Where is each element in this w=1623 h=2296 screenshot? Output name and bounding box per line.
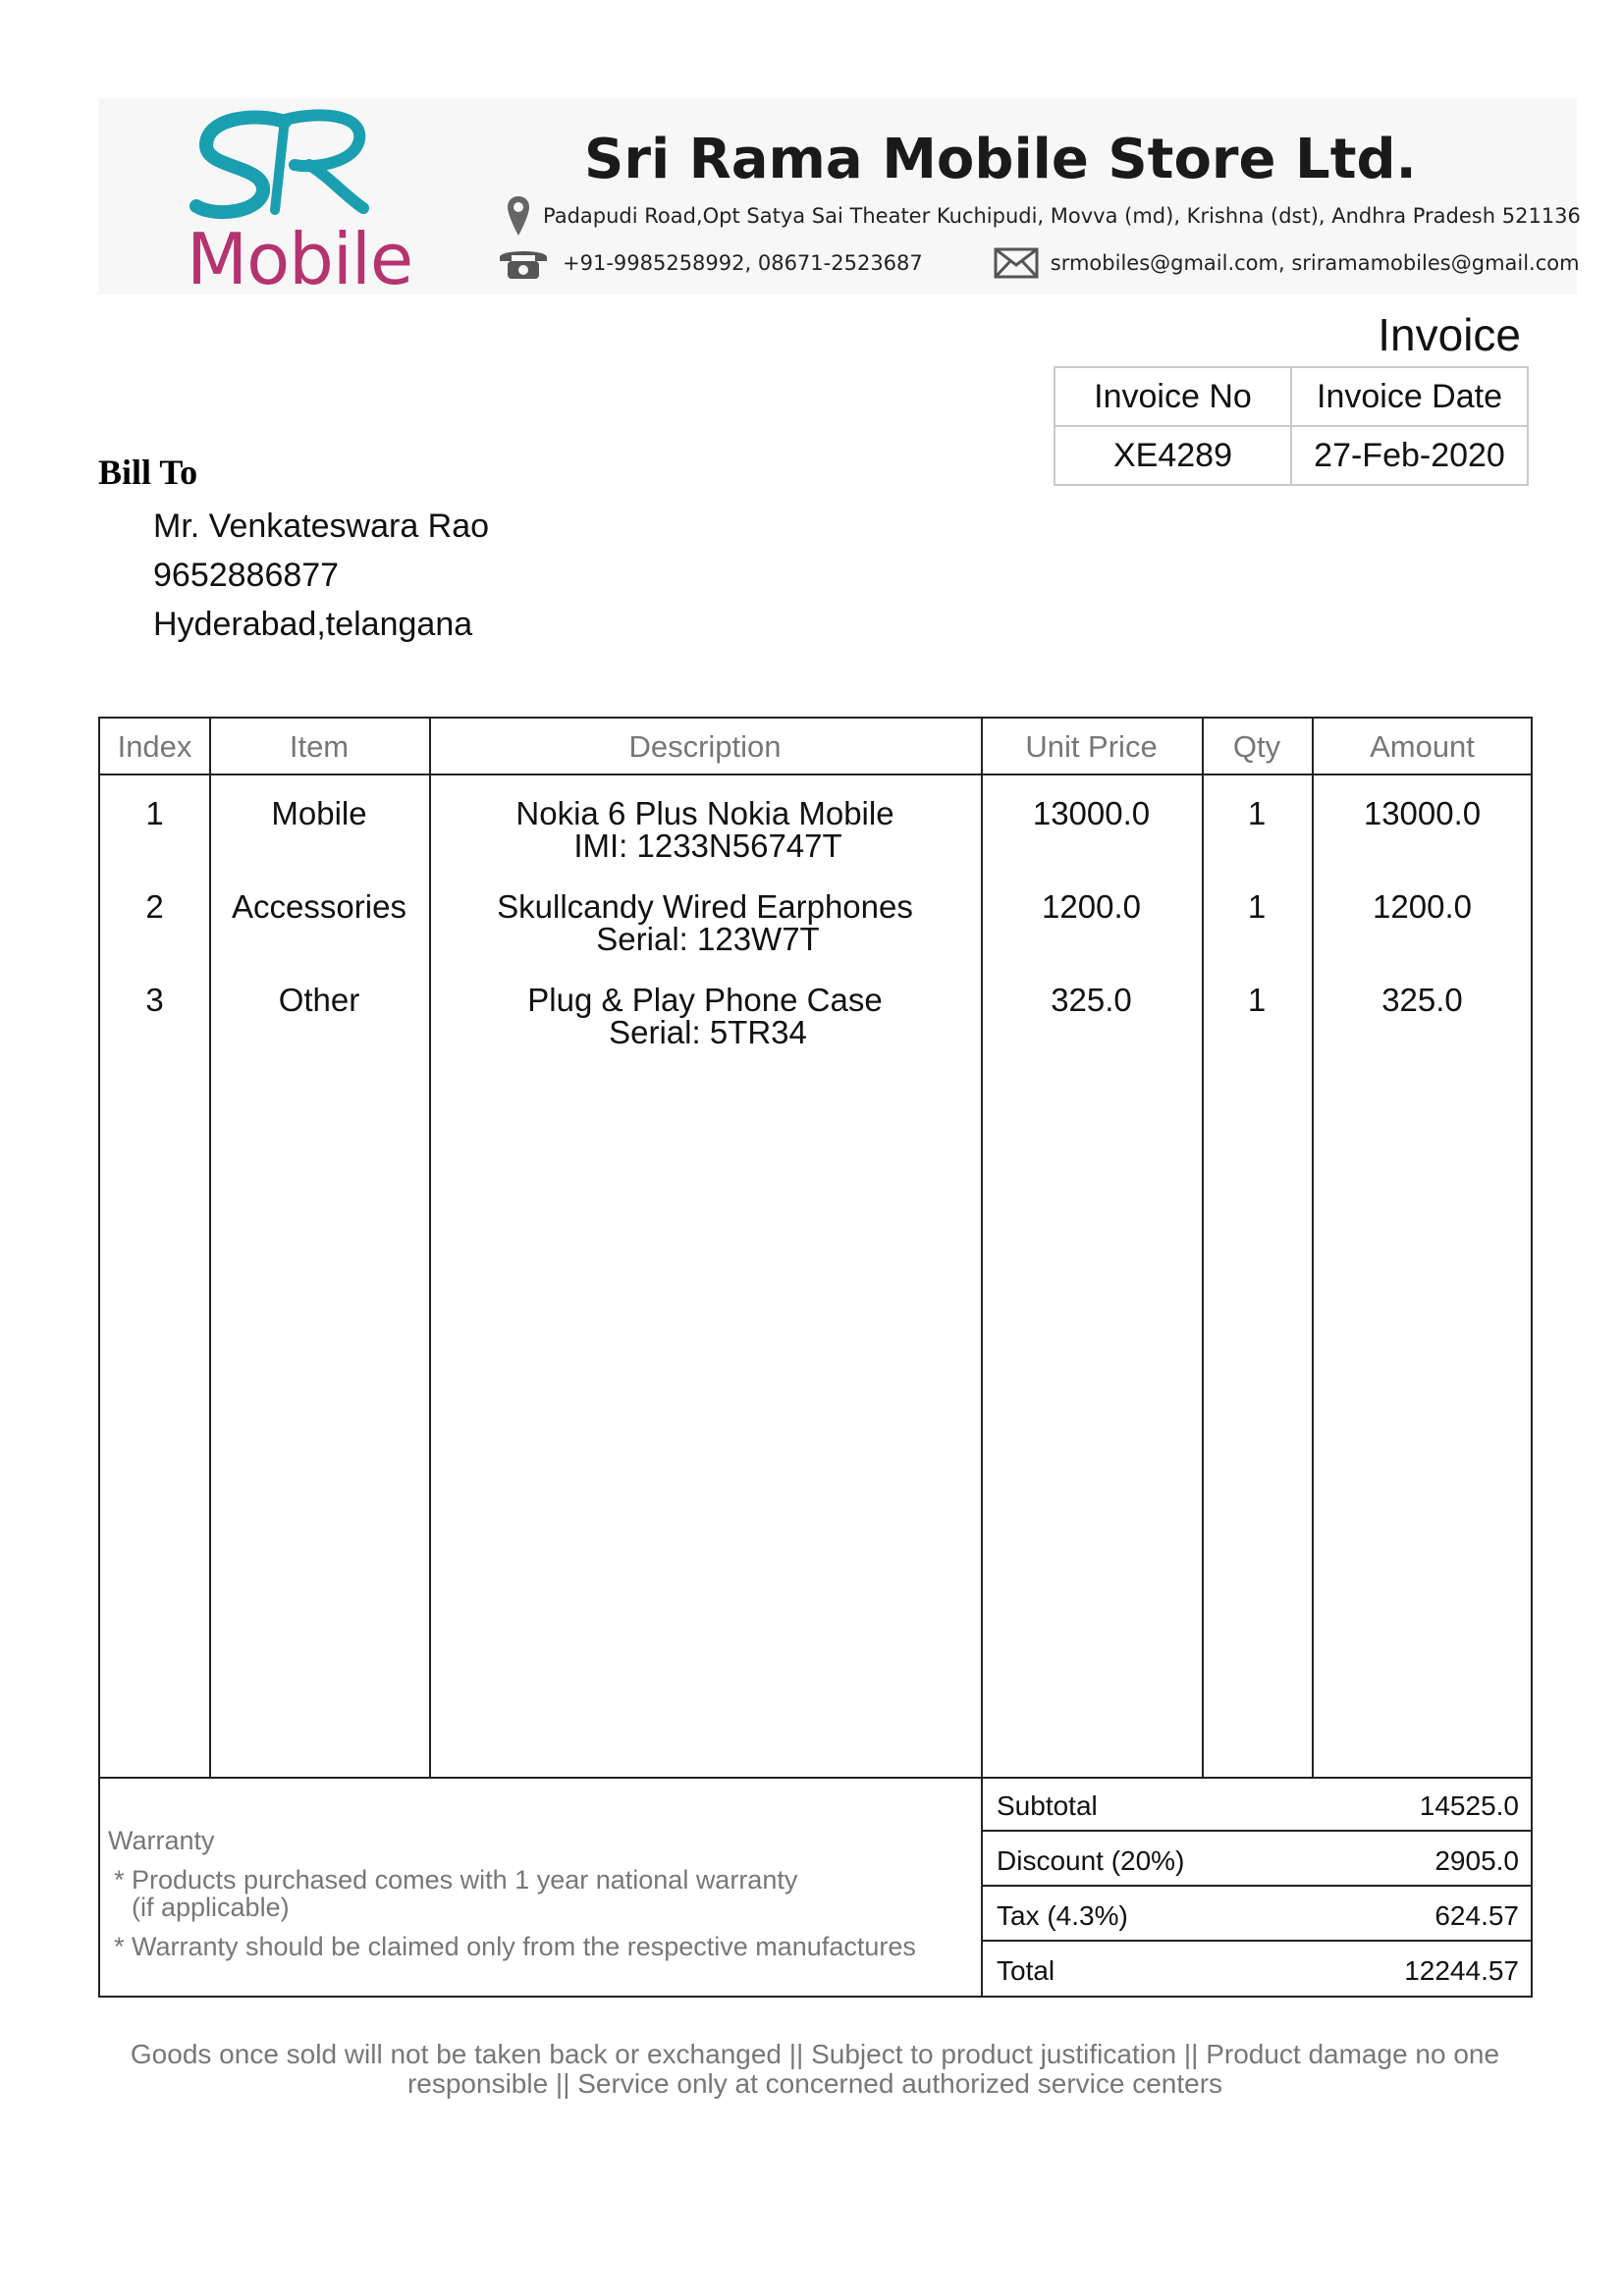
column-divider bbox=[429, 719, 431, 1777]
row-1-unit-price: 13000.0 bbox=[1032, 795, 1151, 831]
row-1-description: Nokia 6 Plus Nokia Mobile bbox=[515, 795, 894, 831]
total-row bbox=[981, 1942, 1533, 1996]
summary-section bbox=[98, 1777, 1533, 1998]
store-address: Padapudi Road,Opt Satya Sai Theater Kuchipudi, Movva (md), Krishna (dst), Andhra Pradesh 521136 bbox=[543, 204, 1581, 228]
tax-label: Tax (4.3%) bbox=[997, 1900, 1128, 1931]
row-2-amount: 1200.0 bbox=[1373, 888, 1472, 925]
header-divider bbox=[100, 774, 1531, 775]
envelope-icon bbox=[994, 247, 1039, 279]
total-value: 12244.57 bbox=[1404, 1955, 1519, 1986]
store-name: Sri Rama Mobile Store Ltd. bbox=[584, 128, 1417, 191]
invoice-date-value: 27-Feb-2020 bbox=[1291, 426, 1528, 485]
row-3-index: 3 bbox=[145, 982, 164, 1018]
header-amount: Amount bbox=[1370, 729, 1475, 764]
column-divider bbox=[1202, 719, 1204, 1777]
store-header-banner bbox=[98, 98, 1581, 300]
customer-address: Hyderabad,telangana bbox=[153, 606, 473, 643]
subtotal-label: Subtotal bbox=[997, 1790, 1098, 1821]
sr-logo-mark bbox=[137, 108, 452, 226]
header-qty: Qty bbox=[1232, 729, 1281, 764]
subtotal-row bbox=[981, 1777, 1533, 1832]
header-unit-price: Unit Price bbox=[1025, 729, 1158, 764]
row-1-index: 1 bbox=[145, 795, 164, 831]
row-2-unit-price: 1200.0 bbox=[1042, 888, 1141, 925]
row-3-item: Other bbox=[278, 982, 360, 1018]
row-3-qty: 1 bbox=[1247, 982, 1267, 1018]
tax-value: 624.57 bbox=[1434, 1900, 1519, 1931]
store-contact-row bbox=[496, 245, 1580, 281]
row-3-serial: Serial: 5TR34 bbox=[609, 1014, 807, 1050]
warranty-title: Warranty bbox=[108, 1826, 215, 1855]
column-divider bbox=[209, 719, 211, 1777]
row-2-description: Skullcandy Wired Earphones bbox=[497, 888, 913, 925]
invoice-date-label: Invoice Date bbox=[1291, 367, 1528, 426]
row-2-serial: Serial: 123W7T bbox=[596, 921, 820, 957]
total-label: Total bbox=[997, 1955, 1055, 1986]
header-item: Item bbox=[289, 729, 350, 764]
tax-row bbox=[981, 1887, 1533, 1942]
warranty-line-2: (if applicable) bbox=[132, 1893, 290, 1922]
store-email: srmobiles@gmail.com, sriramamobiles@gmail.com bbox=[1050, 251, 1580, 275]
customer-name: Mr. Venkateswara Rao bbox=[153, 507, 490, 545]
warranty-line-1: * Products purchased comes with 1 year national warranty bbox=[114, 1865, 798, 1895]
header-description: Description bbox=[628, 729, 782, 764]
row-2-item: Accessories bbox=[232, 888, 406, 925]
row-3-amount: 325.0 bbox=[1381, 982, 1463, 1018]
customer-phone: 9652886877 bbox=[153, 557, 340, 594]
row-2-index: 2 bbox=[145, 888, 164, 925]
logo-word: Mobile bbox=[187, 218, 413, 300]
telephone-icon bbox=[496, 245, 551, 281]
row-1-amount: 13000.0 bbox=[1363, 795, 1482, 831]
warranty-line-3: * Warranty should be claimed only from the respective manufactures bbox=[114, 1932, 916, 1961]
bill-to-heading: Bill To bbox=[98, 453, 198, 492]
row-1-item: Mobile bbox=[271, 795, 367, 831]
header-index: Index bbox=[117, 729, 192, 764]
invoice-meta-table bbox=[1054, 366, 1529, 486]
invoice-no-label: Invoice No bbox=[1055, 367, 1291, 426]
footer-terms: Goods once sold will not be taken back or exchanged || Subject to product justification || Product damage no one responsible || Service only at concerned authorized service centers bbox=[130, 2039, 1500, 2099]
row-1-qty: 1 bbox=[1247, 795, 1267, 831]
column-divider bbox=[981, 719, 983, 1777]
row-3-unit-price: 325.0 bbox=[1051, 982, 1132, 1018]
discount-row bbox=[981, 1832, 1533, 1887]
location-pin-icon bbox=[506, 194, 531, 238]
row-1-serial: IMI: 1233N56747T bbox=[573, 828, 842, 864]
store-phone: +91-9985258992, 08671-2523687 bbox=[563, 251, 923, 275]
store-address-row bbox=[506, 194, 1581, 238]
column-divider bbox=[1312, 719, 1314, 1777]
discount-value: 2905.0 bbox=[1434, 1845, 1519, 1876]
subtotal-value: 14525.0 bbox=[1419, 1790, 1519, 1821]
row-2-qty: 1 bbox=[1247, 888, 1267, 925]
discount-label: Discount (20%) bbox=[997, 1845, 1185, 1876]
invoice-title: Invoice bbox=[1378, 309, 1521, 360]
items-table bbox=[98, 717, 1533, 1779]
invoice-no-value: XE4289 bbox=[1055, 426, 1291, 485]
store-logo bbox=[137, 108, 452, 300]
row-3-description: Plug & Play Phone Case bbox=[527, 982, 883, 1018]
